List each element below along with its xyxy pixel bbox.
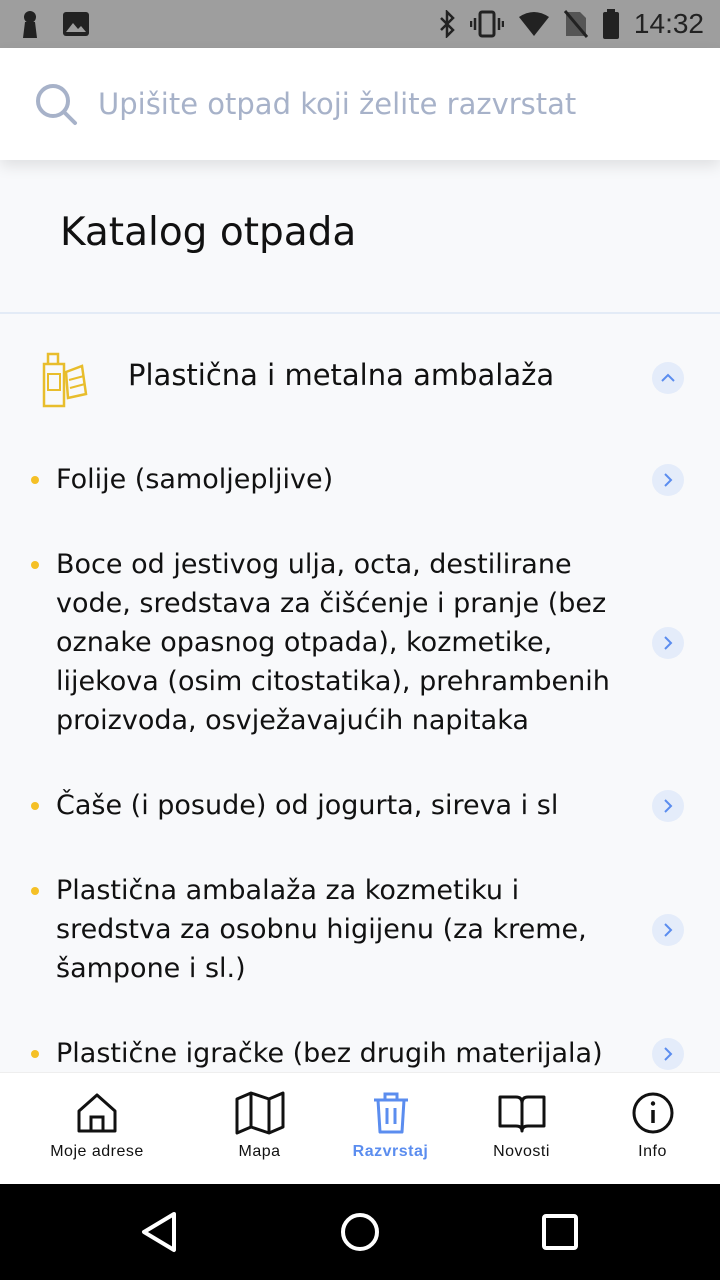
collapse-button[interactable] bbox=[652, 362, 684, 394]
home-circle-icon[interactable] bbox=[336, 1208, 384, 1256]
home-icon bbox=[75, 1091, 119, 1135]
trash-icon bbox=[371, 1091, 411, 1135]
search-bar[interactable] bbox=[0, 48, 720, 160]
tab-mapa[interactable] bbox=[194, 1073, 325, 1185]
info-icon bbox=[631, 1091, 675, 1135]
bullet-dot bbox=[31, 476, 39, 484]
open-item-button[interactable] bbox=[652, 914, 684, 946]
tab-novosti[interactable] bbox=[456, 1073, 587, 1185]
open-item-button[interactable] bbox=[652, 464, 684, 496]
open-item-button[interactable] bbox=[652, 627, 684, 659]
back-icon[interactable] bbox=[136, 1208, 184, 1256]
list-item-label: Plastična ambalaža za kozmetiku i sredstva za osobnu higijenu (za kreme, šampone i sl.) bbox=[56, 875, 587, 984]
list-item-label: Boce od jestivog ulja, octa, destilirane vode, sredstava za čišćenje i pranje (bez oznake opasnog otpada), kozmetike, lijekova (osim citostatika), prehrambenih proizvoda, osvježavajućih napitaka bbox=[56, 549, 610, 736]
recents-icon[interactable] bbox=[536, 1208, 584, 1256]
tab-info[interactable] bbox=[587, 1073, 718, 1185]
chevron-right-icon bbox=[663, 1047, 673, 1061]
list-item[interactable] bbox=[0, 545, 720, 740]
tab-razvrstaj[interactable] bbox=[325, 1073, 456, 1185]
search-input[interactable] bbox=[96, 86, 660, 122]
category-header[interactable] bbox=[0, 348, 720, 412]
clock: 14:32 bbox=[633, 8, 704, 39]
waste-item-list bbox=[0, 460, 720, 1072]
list-item-label: Plastične igračke (bez drugih materijala) bbox=[56, 1038, 603, 1069]
bullet-dot bbox=[31, 802, 39, 810]
keyhole-icon bbox=[20, 10, 40, 38]
book-icon bbox=[498, 1091, 546, 1135]
search-icon bbox=[34, 82, 78, 126]
system-navigation-bar bbox=[0, 1184, 720, 1280]
bullet-dot bbox=[31, 561, 39, 569]
bottom-navigation bbox=[0, 1072, 720, 1185]
list-item[interactable] bbox=[0, 1034, 720, 1072]
list-item[interactable] bbox=[0, 786, 720, 825]
bullet-dot bbox=[31, 1050, 39, 1058]
map-icon bbox=[235, 1091, 285, 1135]
list-item[interactable] bbox=[0, 871, 720, 988]
tab-label: Mapa bbox=[238, 1143, 281, 1160]
chevron-right-icon bbox=[663, 636, 673, 650]
status-bar bbox=[0, 0, 720, 48]
vibrate-icon bbox=[470, 10, 504, 38]
tab-moje-adrese[interactable] bbox=[0, 1073, 194, 1185]
no-sim-icon bbox=[564, 10, 588, 38]
chevron-up-icon bbox=[661, 373, 675, 383]
open-item-button[interactable] bbox=[652, 790, 684, 822]
chevron-right-icon bbox=[663, 473, 673, 487]
bullet-dot bbox=[31, 887, 39, 895]
bottle-can-icon bbox=[38, 348, 90, 408]
open-item-button[interactable] bbox=[652, 1038, 684, 1070]
chevron-right-icon bbox=[663, 923, 673, 937]
list-item[interactable] bbox=[0, 460, 720, 499]
chevron-right-icon bbox=[663, 799, 673, 813]
tab-label: Moje adrese bbox=[50, 1143, 144, 1160]
list-item-label: Folije (samoljepljive) bbox=[56, 464, 334, 495]
battery-icon bbox=[602, 9, 620, 39]
tab-label: Novosti bbox=[493, 1143, 550, 1160]
category-title: Plastična i metalna ambalaža bbox=[128, 358, 555, 392]
bluetooth-icon bbox=[438, 10, 456, 38]
wifi-icon bbox=[518, 11, 550, 37]
page-title: Katalog otpada bbox=[60, 210, 357, 255]
tab-label: Info bbox=[638, 1143, 667, 1160]
list-item-label: Čaše (i posude) od jogurta, sireva i sl bbox=[56, 790, 559, 821]
image-icon bbox=[62, 11, 90, 37]
tab-label: Razvrstaj bbox=[352, 1143, 429, 1160]
divider bbox=[0, 312, 720, 314]
